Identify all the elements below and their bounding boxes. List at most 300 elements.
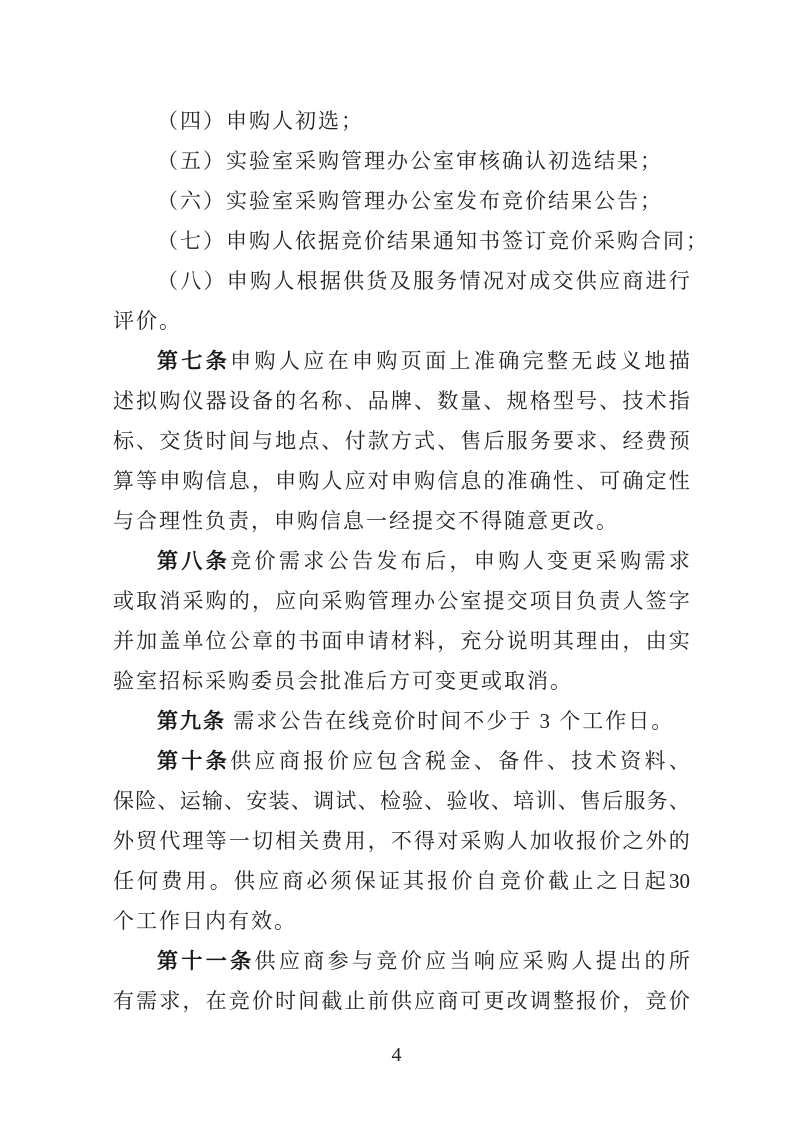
body-char: 报: [427, 869, 449, 893]
body-char: 时: [205, 429, 227, 453]
body-char: 面: [425, 349, 447, 373]
body-char: 求: [576, 429, 598, 453]
body-char: 描: [668, 349, 690, 373]
body-char: 商: [437, 989, 459, 1013]
body-char: 购: [250, 269, 272, 293]
body-char: 出: [620, 949, 642, 973]
body-char: 竞: [645, 989, 667, 1013]
body-char: 应: [303, 349, 325, 373]
body-char: 装: [268, 789, 290, 813]
body-char: 验: [446, 789, 468, 813]
body-char: 险: [135, 789, 157, 813]
body-char: 采: [595, 549, 617, 573]
body-char: 资: [620, 749, 642, 773]
body-char: 据: [319, 269, 341, 293]
body-char: 试: [335, 789, 357, 813]
body-char: 费: [161, 869, 183, 893]
text-line: [113, 101, 690, 141]
body-char: 负: [576, 589, 598, 613]
body-text: （五）实验室采购管理办公室审核确认初选结果；: [157, 149, 663, 173]
body-char: 成: [529, 269, 551, 293]
body-char: 止: [344, 989, 366, 1013]
body-char: 对: [505, 269, 527, 293]
body-char: 说: [506, 629, 528, 653]
body-char: 件: [522, 749, 544, 773]
body-char: 信: [437, 469, 459, 493]
body-char: 目: [552, 589, 574, 613]
body-char: 式: [414, 429, 436, 453]
body-char: 的: [228, 589, 250, 613]
body-char: 务: [529, 429, 551, 453]
body-char: 安: [246, 789, 268, 813]
body-char: 充: [460, 629, 482, 653]
body-char: 供: [390, 989, 412, 1013]
body-char: 价: [599, 989, 621, 1013]
body-char: 理: [182, 829, 204, 853]
body-char: 材: [390, 629, 412, 653]
body-char: 输: [201, 789, 223, 813]
body-char: 购: [483, 829, 505, 853]
body-char: 等: [136, 469, 158, 493]
body-char: 后: [425, 549, 447, 573]
text-line: [113, 261, 690, 301]
body-char: 指: [668, 389, 690, 413]
body-char: 名: [298, 389, 320, 413]
body-char: 号: [576, 389, 598, 413]
body-char: 收: [468, 789, 490, 813]
body-char: 验: [402, 789, 424, 813]
body-char: 其: [552, 629, 574, 653]
body-char: 由: [645, 629, 667, 653]
body-char: 向: [298, 589, 320, 613]
body-char: 算: [113, 469, 134, 493]
body-char: 应: [352, 749, 373, 773]
body-char: 人: [506, 829, 528, 853]
article-heading-char: 条: [230, 949, 252, 973]
body-text: 评价。: [113, 309, 182, 333]
body-char: 供: [254, 949, 276, 973]
text-line: [113, 941, 690, 981]
body-char: 一: [228, 829, 250, 853]
body-char: 何: [137, 869, 159, 893]
body-char: 得: [414, 829, 436, 853]
body-char: 更: [571, 549, 593, 573]
body-char: 商: [303, 949, 325, 973]
body-char: 根: [296, 269, 318, 293]
body-char: 应: [498, 949, 520, 973]
article-heading-char: 条: [205, 349, 227, 373]
body-char: 货: [366, 269, 388, 293]
body-char: 其: [403, 869, 425, 893]
body-char: 日: [620, 869, 642, 893]
body-char: 况: [482, 269, 504, 293]
body-char: 备: [251, 389, 273, 413]
body-char: 止: [572, 869, 594, 893]
body-char: 人: [522, 549, 544, 573]
body-char: 训: [535, 789, 557, 813]
body-char: 竞: [228, 989, 250, 1013]
body-char: 与: [352, 949, 373, 973]
article-heading-char: 八: [181, 549, 203, 573]
body-char: 在: [327, 349, 349, 373]
body-char: 交: [159, 429, 181, 453]
body-char: 要: [552, 429, 574, 453]
body-char: 服: [412, 269, 434, 293]
body-char: 方: [390, 429, 412, 453]
body-char: 备: [498, 749, 520, 773]
body-char: 应: [258, 869, 280, 893]
body-char: 报: [576, 829, 598, 853]
body-char: 任: [113, 869, 134, 893]
body-char: 改: [506, 989, 528, 1013]
body-char: 量: [460, 389, 482, 413]
body-char: 提: [595, 949, 617, 973]
body-char: 须: [330, 869, 352, 893]
body-char: 申: [352, 349, 373, 373]
body-char: 无: [571, 349, 593, 373]
body-char: 采: [522, 949, 544, 973]
body-char: 供: [575, 269, 597, 293]
body-char: 申: [275, 469, 297, 493]
body-char: 用: [185, 869, 207, 893]
body-char: 性: [552, 469, 574, 493]
body-char: 时: [275, 989, 297, 1013]
body-char: 付: [344, 429, 366, 453]
body-char: 、: [483, 389, 505, 413]
body-char: 型: [552, 389, 574, 413]
body-char: 采: [460, 829, 482, 853]
body-char: 并: [113, 629, 134, 653]
body-char: 室: [460, 589, 482, 613]
body-char: 、: [321, 429, 343, 453]
body-char: 义: [620, 349, 642, 373]
body-char: 人: [622, 589, 644, 613]
page-number: 4: [391, 1044, 402, 1066]
body-char: 有: [113, 989, 134, 1013]
body-char: 证: [378, 869, 400, 893]
body-char: 务: [436, 269, 458, 293]
article-heading-char: 一: [205, 949, 227, 973]
body-char: 设: [228, 389, 250, 413]
text-line: [113, 981, 690, 1021]
text-line: [113, 861, 690, 901]
body-char: 的: [644, 949, 666, 973]
document-body: [113, 101, 709, 1021]
body-char: 人: [571, 949, 593, 973]
body-char: 、: [437, 429, 459, 453]
body-char: 书: [298, 629, 320, 653]
body-char: 外: [113, 829, 134, 853]
body-char: 间: [228, 429, 250, 453]
body-char: 息: [228, 469, 250, 493]
body-char: 品: [367, 389, 389, 413]
body-char: ，: [251, 589, 273, 613]
text-line: [113, 461, 690, 501]
body-char: 起: [644, 869, 666, 893]
body-char: 公: [437, 589, 459, 613]
body-char: 申: [390, 469, 412, 493]
body-char: ）: [203, 269, 225, 293]
body-char: 需: [644, 549, 666, 573]
body-char: 情: [459, 269, 481, 293]
body-char: 加: [136, 629, 158, 653]
body-char: 截: [548, 869, 570, 893]
body-char: 拟: [136, 389, 158, 413]
body-char: 可: [460, 989, 482, 1013]
body-char: 在: [205, 989, 227, 1013]
body-char: 仪: [182, 389, 204, 413]
body-char: 布: [400, 549, 422, 573]
body-char: 购: [547, 949, 568, 973]
body-char: 价: [523, 869, 545, 893]
body-char: 商: [282, 869, 304, 893]
body-char: 人: [321, 469, 343, 493]
body-char: 响: [473, 949, 495, 973]
body-char: 签: [645, 589, 667, 613]
body-char: 不: [390, 829, 412, 853]
body-char: 售: [460, 429, 482, 453]
body-char: 加: [529, 829, 551, 853]
body-char: 的: [483, 469, 505, 493]
text-line: [113, 301, 690, 341]
body-char: 30: [668, 869, 690, 893]
body-char: 料: [644, 749, 666, 773]
body-char: 参: [327, 949, 349, 973]
text-line: [113, 141, 690, 181]
body-char: 价: [451, 869, 473, 893]
body-char: 交: [506, 589, 528, 613]
body-char: 、: [473, 749, 495, 773]
body-char: 实: [668, 629, 690, 653]
body-char: 竞: [499, 869, 521, 893]
body-char: 后: [602, 789, 624, 813]
body-char: 间: [298, 989, 320, 1013]
body-char: 技: [571, 749, 593, 773]
body-text: （七）申购人依据竞价结果通知书签订竞价采购合同；: [157, 229, 709, 253]
body-char: 当: [449, 949, 471, 973]
body-char: 购: [620, 549, 642, 573]
article-heading-char: 第: [157, 549, 178, 573]
body-char: 页: [400, 349, 422, 373]
body-char: 应: [414, 989, 436, 1013]
body-char: 器: [205, 389, 227, 413]
body-char: 培: [513, 789, 535, 813]
text-line: [113, 221, 709, 261]
body-char: 购: [498, 549, 520, 573]
body-char: 的: [275, 629, 297, 653]
body-char: 、: [357, 789, 379, 813]
body-char: 的: [668, 829, 690, 853]
body-char: 术: [595, 749, 617, 773]
body-char: 价: [668, 989, 690, 1013]
body-char: 、: [547, 749, 568, 773]
body-char: 价: [599, 829, 621, 853]
body-char: ，: [622, 629, 644, 653]
body-char: 、: [290, 789, 312, 813]
body-char: 规: [506, 389, 528, 413]
body-char: 交: [552, 269, 574, 293]
body-char: 调: [313, 789, 335, 813]
body-char: 。: [209, 869, 231, 893]
body-char: 报: [576, 989, 598, 1013]
body-char: 服: [506, 429, 528, 453]
body-char: 购: [414, 469, 436, 493]
body-char: 分: [483, 629, 505, 653]
body-char: 申: [473, 549, 495, 573]
body-text: 验室招标采购委员会批准后方可变更或取消。: [113, 669, 573, 693]
text-line: [113, 701, 690, 741]
body-char: 应: [425, 949, 447, 973]
body-char: 预: [668, 429, 690, 453]
body-char: 性: [668, 469, 690, 493]
body-char: 需: [136, 989, 158, 1013]
body-char: 服: [624, 789, 646, 813]
body-text: 个工作日内有效。: [113, 909, 297, 933]
body-char: 截: [321, 989, 343, 1013]
body-char: 金: [449, 749, 471, 773]
body-char: ，: [449, 549, 471, 573]
body-char: 之: [622, 829, 644, 853]
body-char: 章: [251, 629, 273, 653]
body-char: 款: [367, 429, 389, 453]
body-char: 价: [251, 989, 273, 1013]
body-char: 相: [275, 829, 297, 853]
body-char: 供: [343, 269, 365, 293]
body-char: 购: [159, 389, 181, 413]
body-char: 及: [389, 269, 411, 293]
body-char: 商: [278, 749, 300, 773]
body-char: 保: [113, 789, 134, 813]
article-heading-char: 条: [205, 749, 227, 773]
body-char: 管: [367, 589, 389, 613]
body-text: （六）实验室采购管理办公室发布竞价结果公告；: [157, 189, 663, 213]
body-char: 商: [622, 269, 644, 293]
body-char: ，: [182, 989, 204, 1013]
body-char: 歧: [595, 349, 617, 373]
body-char: 应: [278, 949, 300, 973]
article-heading-char: 第: [157, 349, 178, 373]
body-text: 需求公告在线竞价时间不少于 3 个工作日。: [226, 709, 675, 733]
body-char: 述: [113, 389, 134, 413]
body-char: 收: [552, 829, 574, 853]
body-char: 售: [579, 789, 601, 813]
body-char: 、: [157, 789, 179, 813]
text-line: [113, 341, 690, 381]
body-char: 应: [599, 269, 621, 293]
body-char: 准: [473, 349, 495, 373]
body-char: 单: [182, 629, 204, 653]
body-char: 后: [483, 429, 505, 453]
body-char: 点: [298, 429, 320, 453]
body-char: 检: [379, 789, 401, 813]
body-char: 格: [529, 389, 551, 413]
body-char: 费: [645, 429, 667, 453]
text-line: [113, 781, 690, 821]
body-char: 面: [321, 629, 343, 653]
body-char: 报: [303, 749, 325, 773]
article-heading: 第九条: [157, 709, 226, 733]
body-char: 费: [321, 829, 343, 853]
text-line: [113, 621, 690, 661]
body-char: 进: [645, 269, 667, 293]
body-char: 整: [552, 989, 574, 1013]
body-char: 申: [226, 269, 248, 293]
body-char: 与: [251, 429, 273, 453]
body-char: 完: [522, 349, 544, 373]
body-char: 采: [182, 589, 204, 613]
body-char: 请: [367, 629, 389, 653]
text-line: [113, 821, 690, 861]
article-heading-char: 十: [181, 749, 203, 773]
body-char: 求: [303, 549, 325, 573]
body-char: 技: [622, 389, 644, 413]
body-char: 竞: [376, 949, 398, 973]
body-char: 调: [529, 989, 551, 1013]
body-char: 等: [205, 829, 227, 853]
body-char: 申: [344, 629, 366, 653]
body-char: 应: [275, 589, 297, 613]
body-char: 税: [425, 749, 447, 773]
body-char: 盖: [159, 629, 181, 653]
body-char: 应: [344, 469, 366, 493]
article-heading-char: 十: [181, 949, 203, 973]
body-char: 办: [414, 589, 436, 613]
body-char: 求: [159, 989, 181, 1013]
body-char: 消: [159, 589, 181, 613]
body-char: 所: [668, 949, 690, 973]
body-char: 购: [254, 349, 276, 373]
body-char: 购: [376, 349, 398, 373]
body-char: 可: [599, 469, 621, 493]
body-char: 申: [230, 349, 252, 373]
body-char: 前: [367, 989, 389, 1013]
body-char: 牌: [390, 389, 412, 413]
body-char: 信: [205, 469, 227, 493]
body-char: 竞: [230, 549, 252, 573]
body-char: 公: [228, 629, 250, 653]
article-heading-char: 条: [205, 549, 227, 573]
body-char: 、: [557, 789, 579, 813]
article-heading-char: 第: [157, 749, 178, 773]
body-char: 自: [475, 869, 497, 893]
body-char: 、: [668, 749, 690, 773]
text-line: [113, 541, 690, 581]
body-char: 、: [599, 429, 621, 453]
body-char: 外: [645, 829, 667, 853]
article-heading-char: 第: [157, 949, 178, 973]
body-char: 务: [646, 789, 668, 813]
body-char: ，: [251, 469, 273, 493]
body-char: 取: [136, 589, 158, 613]
text-line: [113, 741, 690, 781]
body-char: ，: [437, 629, 459, 653]
body-char: 必: [306, 869, 328, 893]
body-char: 人: [278, 349, 300, 373]
body-char: 字: [668, 589, 690, 613]
body-char: 应: [254, 749, 276, 773]
article-heading-char: 七: [181, 349, 203, 373]
body-char: 数: [437, 389, 459, 413]
body-char: 确: [622, 469, 644, 493]
body-char: 需: [278, 549, 300, 573]
body-text: （四）申购人初选；: [157, 109, 364, 133]
text-line: [113, 381, 690, 421]
body-char: 、: [136, 429, 158, 453]
body-char: 由: [599, 629, 621, 653]
body-char: 、: [576, 469, 598, 493]
text-line: [113, 661, 690, 701]
body-char: 变: [547, 549, 568, 573]
